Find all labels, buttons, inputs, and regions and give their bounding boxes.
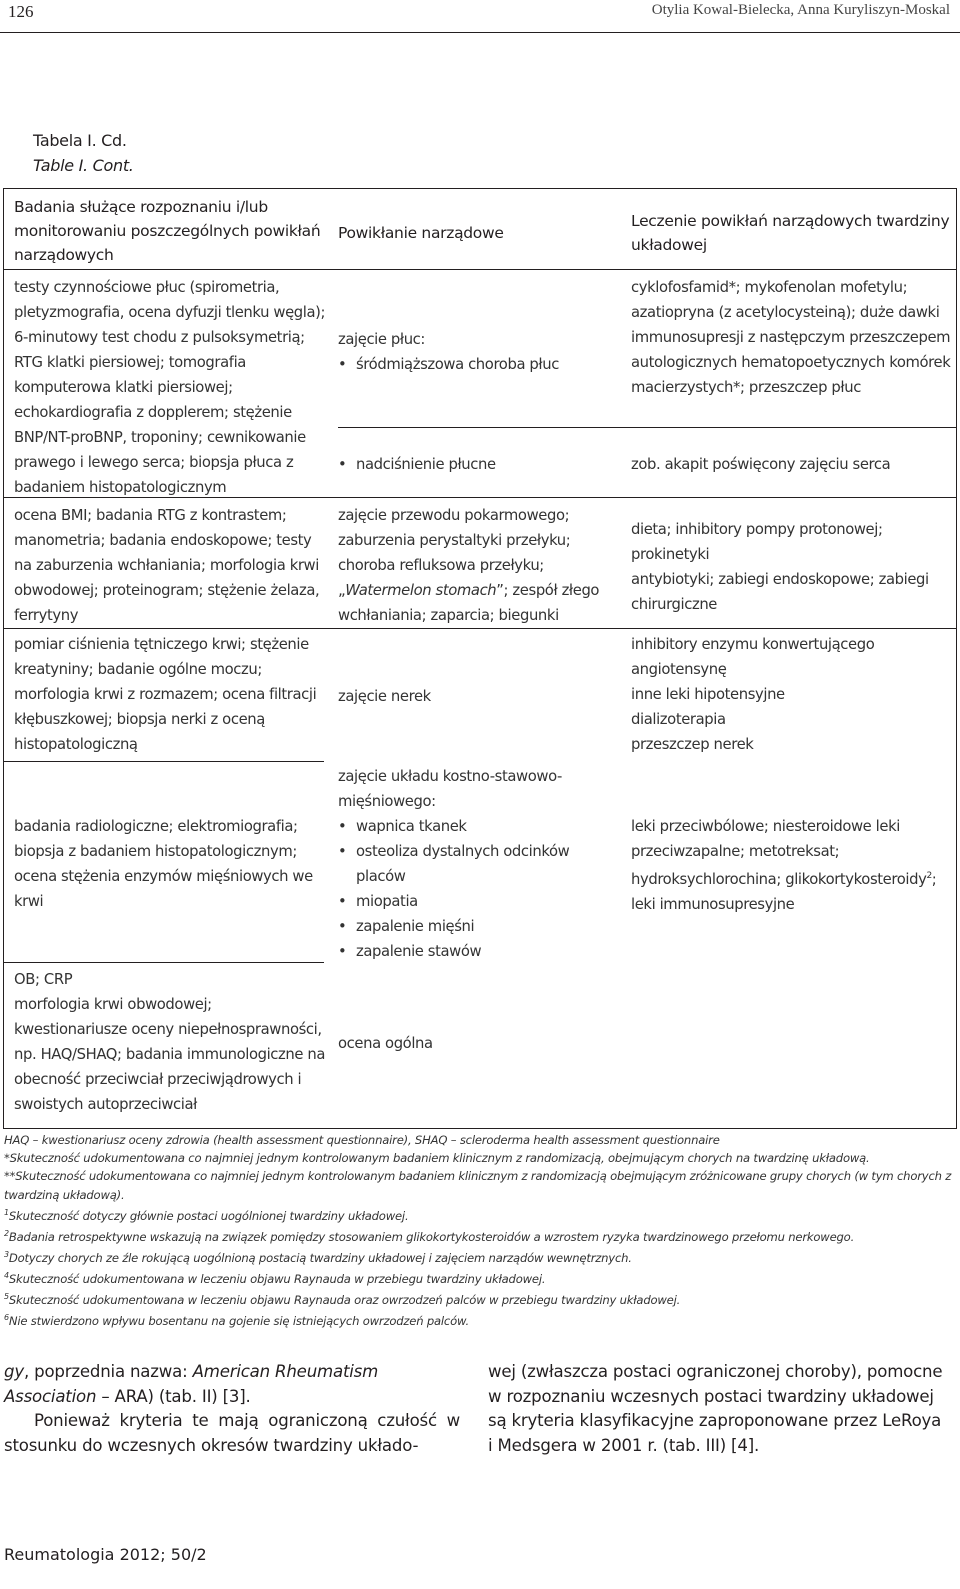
gi-treatment-1: dieta; inhibitory pompy protonowej; prokinetyki <box>631 521 883 563</box>
kidney-treatment-4: przeszczep nerek <box>631 736 754 753</box>
note-2-mark: 2 <box>4 1228 9 1238</box>
general-complication: ocena ogólna <box>338 1035 433 1052</box>
msk-item: • zapalenie mięśni <box>338 914 618 939</box>
body-column-left <box>4 1360 460 1458</box>
msk-item: • miopatia <box>338 889 618 914</box>
table-notes <box>4 1131 954 1330</box>
gi-complication <box>338 503 618 628</box>
note-3-mark: 3 <box>4 1249 9 1259</box>
msk-complication-title: zajęcie układu kostno-stawowo-mięśniowego: <box>338 768 562 810</box>
kidney-treatment-3: dializoterapia <box>631 711 726 728</box>
ph-treatment: zob. akapit poświęcony zajęciu serca <box>631 456 891 473</box>
ph-complication-item: • nadciśnienie płucne <box>338 452 618 477</box>
note-6 <box>4 1309 954 1330</box>
row-rule-2 <box>4 628 956 629</box>
page-header <box>0 0 960 34</box>
body-left-para-2: Ponieważ kryteria te mają ograniczoną czułość w stosunku do wczesnych okresów twardziny układo- <box>4 1411 460 1455</box>
gi-treatment <box>631 517 951 617</box>
table <box>3 188 957 1129</box>
note-5 <box>4 1288 954 1309</box>
body-left-para-1 <box>4 1360 460 1409</box>
row-rule-1 <box>4 497 956 498</box>
general-tests-2: morfologia krwi obwodowej; kwestionariusze oceny niepełnosprawności, np. HAQ/SHAQ; badania immunologiczne na obecność przeciwciał przeciwjądrowych i swoistych autoprzeciwciał <box>14 996 326 1113</box>
lung-tests: testy czynnościowe płuc (spirometria, pletyzmografia, ocena dyfuzji tlenku węgla); 6-minutowy test chodu z pulsoksymetrią; RTG klatki piersiowej; tomografia komputerowa klatki piersiowej; echokardiografia z dopplerem; stężenie BNP/NT-proBNP, troponiny; cewnikowanie prawego i lewego serca; biopsja płuca z badaniem histopatologicznym <box>14 279 326 496</box>
msk-treatment-sup: 2 <box>926 871 932 881</box>
msk-item: • zapalenie stawów <box>338 939 618 964</box>
running-title: Otylia Kowal-Bielecka, Anna Kuryliszyn-Moskal <box>651 2 950 18</box>
gi-treatment-2: antybiotyki; zabiegi endoskopowe; zabiegi chirurgiczne <box>631 571 929 613</box>
note-1-text: Skuteczność dotyczy głównie postaci uogólnionej twardziny układowej. <box>8 1208 409 1223</box>
note-4-text: Skuteczność udokumentowana w leczeniu objawu Raynauda w przebiegu twardziny układowej. <box>8 1271 546 1286</box>
msk-item: • wapnica tkanek <box>338 814 618 839</box>
header-tests: Badania służące rozpoznaniu i/lub monitorowaniu poszczególnych powikłań narządowych <box>14 198 321 264</box>
msk-treatment-pre: leki przeciwbólowe; niesteroidowe leki przeciwzapalne; metotreksat; hydroksychlorochina; glikokortykosteroidy <box>631 818 927 888</box>
lung-treatment: cyklofosfamid*; mykofenolan mofetylu; azatiopryna (z acetylocysteiną); duże dawki immunosupresji z następczym przeszczepem autologicznych hematopoetycznych komórek macierzystych*; przeszczep płuc <box>631 279 951 396</box>
caption-pl: Tabela I. Cd. <box>33 131 127 150</box>
note-5-text: Skuteczność udokumentowana w leczeniu objawu Raynauda oraz owrzodzeń palców w przebiegu twardziny układowej. <box>8 1292 681 1307</box>
note-6-mark: 6 <box>4 1313 9 1323</box>
gi-complication-italic: Watermelon stomach <box>345 582 497 599</box>
header-rule <box>4 269 956 270</box>
general-tests-1: OB; CRP <box>14 971 73 988</box>
kidney-treatment <box>631 632 951 757</box>
lung-complication <box>338 327 618 377</box>
msk-tests: badania radiologiczne; elektromiografia; biopsja z badaniem histopatologicznym; ocena stężenia enzymów mięśniowych we krwi <box>14 818 313 910</box>
header-rule <box>0 32 960 33</box>
note-3-text: Dotyczy chorych ze źle rokującą uogólnioną postacią twardziny układowej i zajęciem narządów wewnętrznych. <box>8 1250 632 1265</box>
gi-complication-post: ”; zespół złego wchłaniania; zaparcia; biegunki <box>338 582 600 624</box>
kidney-complication: zajęcie nerek <box>338 688 431 705</box>
note-4 <box>4 1267 954 1288</box>
note-6-text: Nie stwierdzono wpływu bosentanu na gojenie się istniejących owrzodzeń palców. <box>8 1313 470 1328</box>
gi-tests: ocena BMI; badania RTG z kontrastem; manometria; badania endoskopowe; testy na zaburzenia wchłaniania; morfologia krwi obwodowej; proteinogram; stężenie żelaza, ferrytyny <box>14 507 320 624</box>
page-number: 126 <box>8 2 34 21</box>
general-tests <box>14 967 329 1117</box>
note-1-mark: 1 <box>4 1207 9 1217</box>
body-column-right: wej (zwłaszcza postaci ograniczonej choroby), pomocne w rozpoznaniu wczesnych postaci twardziny układowej są kryteria klasyfikacyjne zaproponowane przez LeRoya i Medsgera w 2001 r. (tab. III) [4]. <box>488 1362 943 1455</box>
lung-complication-item: • śródmiąższowa choroba płuc <box>338 352 618 377</box>
body-left-italic-2: American Rheumatism Association <box>4 1362 379 1406</box>
note-abbrev: HAQ – kwestionariusz oceny zdrowia (health assessment questionnaire), SHAQ – scleroderma health assessment questionnaire <box>4 1133 720 1147</box>
msk-treatment-post: ; leki immunosupresyjne <box>631 870 937 913</box>
row-rule-3 <box>4 761 324 762</box>
note-1 <box>4 1204 954 1225</box>
caption-en: Table I. Cont. <box>33 156 134 175</box>
table-caption <box>33 128 134 178</box>
msk-item: • osteoliza dystalnych odcinków placów <box>338 839 618 889</box>
kidney-tests: pomiar ciśnienia tętniczego krwi; stężenie kreatyniny; badanie ogólne moczu; morfologia krwi z rozmazem; ocena filtracji kłębuszkowej; biopsja nerki z oceną histopatologiczną <box>14 636 317 753</box>
body-left-text-1: , poprzednia nazwa: <box>23 1362 193 1381</box>
note-star2: **Skuteczność udokumentowana co najmniej jednym kontrolowanym badaniem klinicznym z randomizacją obejmującym zróżnicowane grupy chorych (w tym chorych z twardziną układową). <box>4 1169 952 1202</box>
msk-treatment <box>631 814 951 917</box>
kidney-treatment-1: inhibitory enzymu konwertującego angiotensynę <box>631 636 875 678</box>
note-4-mark: 4 <box>4 1271 9 1280</box>
gi-complication-pre: zajęcie przewodu pokarmowego; zaburzenia perystaltyki przełyku; choroba refluksowa przełyku; „ <box>338 507 571 599</box>
kidney-treatment-2: inne leki hipotensyjne <box>631 686 785 703</box>
note-5-mark: 5 <box>4 1292 9 1302</box>
msk-complication <box>338 764 618 964</box>
note-star1: *Skuteczność udokumentowana co najmniej jednym kontrolowanym badaniem klinicznym z randomizacją, obejmującym chorych na twardzinę układową. <box>4 1151 870 1166</box>
header-complication: Powikłanie narządowe <box>338 224 504 242</box>
lung-complication-title: zajęcie płuc: <box>338 331 425 348</box>
footer-journal: Reumatologia 2012; 50/2 <box>4 1545 207 1564</box>
ph-complication <box>338 452 618 477</box>
note-2-text: Badania retrospektywne wskazują na związek pomiędzy stosowaniem glikokortykosteroidów a wzrostem ryzyka twardzinowego przełomu nerkowego. <box>8 1229 855 1244</box>
row-rule-4 <box>4 962 324 963</box>
body-left-text-2: – ARA) (tab. II) [3]. <box>96 1386 251 1406</box>
note-2 <box>4 1225 954 1246</box>
lung-subrule <box>338 427 956 428</box>
note-3 <box>4 1246 954 1267</box>
header-treatment: Leczenie powikłań narządowych twardziny układowej <box>631 212 950 254</box>
body-left-italic-1: gy <box>4 1362 24 1381</box>
